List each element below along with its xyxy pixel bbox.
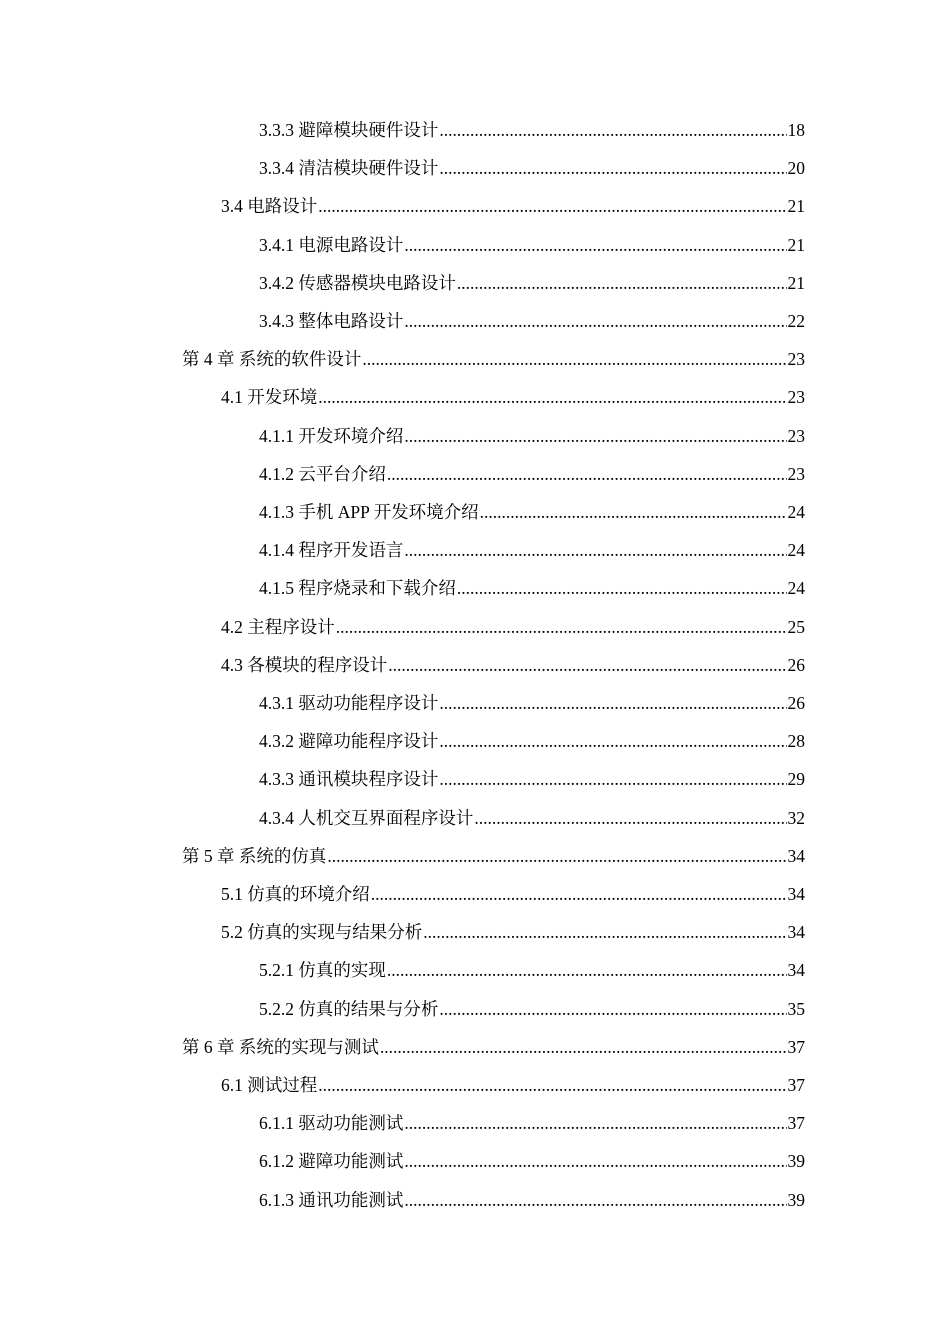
toc-entry[interactable] (259, 226, 805, 264)
toc-entry[interactable] (182, 1028, 805, 1066)
toc-dot-leader (457, 578, 787, 598)
toc-entry[interactable] (259, 799, 805, 837)
toc-dot-leader (387, 960, 787, 980)
toc-entry-title: 4.2 主程序设计 (221, 616, 335, 637)
toc-entry-title: 3.3.3 避障模块硬件设计 (259, 120, 439, 140)
toc-dot-leader (439, 999, 786, 1019)
toc-dot-leader (336, 617, 787, 637)
toc-dot-leader (404, 1151, 786, 1171)
toc-entry-title: 6.1 测试过程 (221, 1075, 318, 1095)
toc-entry-page-number: 21 (787, 196, 805, 217)
toc-dot-leader (439, 731, 786, 751)
toc-entry-page-number: 24 (787, 502, 805, 522)
toc-entry-title: 5.2.1 仿真的实现 (259, 960, 386, 981)
toc-dot-leader (380, 1037, 787, 1057)
toc-entry[interactable] (221, 913, 805, 951)
toc-entry-page-number: 24 (787, 540, 805, 561)
toc-entry-page-number: 21 (787, 234, 805, 255)
toc-entry-page-number: 34 (787, 922, 805, 943)
toc-dot-leader (474, 808, 786, 828)
toc-entry[interactable] (259, 722, 805, 760)
toc-entry[interactable] (221, 646, 805, 684)
toc-entry-page-number: 34 (787, 884, 805, 904)
toc-entry-page-number: 32 (787, 807, 805, 828)
toc-entry-title: 4.1.3 手机 APP 开发环境介绍 (259, 502, 479, 522)
toc-entry-title: 4.1.1 开发环境介绍 (259, 425, 404, 446)
toc-dot-leader (404, 1190, 786, 1210)
toc-entry[interactable] (221, 378, 805, 416)
toc-entry[interactable] (259, 111, 805, 149)
toc-entry-page-number: 18 (787, 120, 805, 140)
toc-entry-title: 3.4.1 电源电路设计 (259, 234, 404, 255)
toc-entry-page-number: 20 (787, 158, 805, 179)
toc-entry-page-number: 26 (787, 693, 805, 713)
toc-dot-leader (371, 884, 787, 904)
toc-entry-title: 3.3.4 清洁模块硬件设计 (259, 158, 439, 179)
toc-entry[interactable] (259, 684, 805, 722)
toc-entry-page-number: 39 (787, 1189, 805, 1210)
toc-dot-leader (404, 540, 786, 560)
toc-entry-page-number: 28 (787, 731, 805, 752)
toc-entry-page-number: 25 (787, 616, 805, 637)
toc-dot-leader (480, 502, 787, 522)
toc-entry-title: 4.3.2 避障功能程序设计 (259, 731, 439, 752)
toc-entry-title: 4.3.1 驱动功能程序设计 (259, 693, 439, 713)
toc-dot-leader (327, 846, 786, 866)
toc-entry[interactable] (259, 1181, 805, 1219)
toc-entry[interactable] (221, 1066, 805, 1104)
toc-entry-page-number: 26 (787, 654, 805, 675)
toc-entry-page-number: 23 (787, 349, 805, 370)
toc-dot-leader (362, 349, 786, 369)
toc-entry-page-number: 34 (787, 845, 805, 866)
toc-entry[interactable] (221, 187, 805, 225)
toc-entry[interactable] (259, 531, 805, 569)
toc-entry-page-number: 37 (787, 1113, 805, 1134)
toc-entry-page-number: 34 (787, 960, 805, 981)
toc-entry[interactable] (259, 417, 805, 455)
toc-entry-title: 3.4.2 传感器模块电路设计 (259, 272, 456, 293)
toc-dot-leader (457, 273, 787, 293)
toc-entry[interactable] (259, 302, 805, 340)
toc-entry[interactable] (221, 875, 805, 913)
toc-entry-page-number: 21 (787, 272, 805, 293)
toc-entry[interactable] (259, 455, 805, 493)
toc-entry[interactable] (182, 340, 805, 378)
toc-dot-leader (387, 464, 787, 484)
toc-dot-leader (318, 196, 786, 216)
toc-dot-leader (439, 120, 786, 140)
toc-entry-title: 6.1.2 避障功能测试 (259, 1151, 404, 1172)
toc-entry[interactable] (259, 1142, 805, 1180)
toc-entry[interactable] (259, 569, 805, 607)
toc-entry-title: 4.1.4 程序开发语言 (259, 540, 404, 561)
toc-entry[interactable] (182, 837, 805, 875)
toc-dot-leader (404, 1113, 786, 1133)
toc-dot-leader (439, 769, 786, 789)
toc-entry[interactable] (259, 951, 805, 989)
toc-entry[interactable] (259, 1104, 805, 1142)
toc-entry-page-number: 35 (787, 998, 805, 1019)
toc-entry-title: 4.1 开发环境 (221, 387, 318, 408)
toc-entry-page-number: 23 (787, 463, 805, 484)
toc-entry[interactable] (259, 760, 805, 798)
toc-entry[interactable] (221, 608, 805, 646)
toc-entry-page-number: 37 (787, 1075, 805, 1095)
toc-entry-page-number: 24 (787, 578, 805, 599)
toc-dot-leader (423, 922, 786, 942)
toc-entry[interactable] (259, 264, 805, 302)
toc-entry-title: 5.2.2 仿真的结果与分析 (259, 998, 439, 1019)
toc-entry[interactable] (259, 493, 805, 531)
toc-entry[interactable] (259, 149, 805, 187)
toc-entry-title: 6.1.1 驱动功能测试 (259, 1113, 404, 1134)
toc-entry-title: 第 5 章 系统的仿真 (182, 845, 327, 866)
toc-entry-page-number: 23 (787, 425, 805, 446)
toc-dot-leader (388, 655, 786, 675)
toc-entry-title: 5.1 仿真的环境介绍 (221, 884, 370, 904)
toc-dot-leader (318, 1075, 786, 1095)
toc-entry-title: 4.1.5 程序烧录和下载介绍 (259, 578, 456, 599)
toc-entry-title: 4.3.4 人机交互界面程序设计 (259, 807, 474, 828)
toc-entry-title: 5.2 仿真的实现与结果分析 (221, 922, 423, 943)
toc-entry-page-number: 23 (787, 387, 805, 408)
toc-entry-title: 3.4.3 整体电路设计 (259, 311, 404, 331)
toc-entry-page-number: 29 (787, 769, 805, 790)
toc-dot-leader (439, 158, 786, 178)
toc-entry-page-number: 37 (787, 1036, 805, 1057)
toc-entry-title: 4.3 各模块的程序设计 (221, 654, 388, 675)
toc-entry[interactable] (259, 990, 805, 1028)
toc-dot-leader (404, 235, 786, 255)
toc-dot-leader (404, 426, 786, 446)
toc-entry-title: 4.3.3 通讯模块程序设计 (259, 769, 439, 790)
toc-entry-title: 第 4 章 系统的软件设计 (182, 349, 362, 370)
toc-entry-page-number: 22 (787, 311, 805, 331)
toc-entry-title: 3.4 电路设计 (221, 196, 318, 217)
toc-dot-leader (404, 311, 786, 331)
toc-entry-title: 4.1.2 云平台介绍 (259, 463, 386, 484)
toc-entry-title: 第 6 章 系统的实现与测试 (182, 1036, 379, 1057)
toc-dot-leader (318, 387, 786, 407)
toc-entry-title: 6.1.3 通讯功能测试 (259, 1189, 404, 1210)
toc-dot-leader (439, 693, 786, 713)
toc-entry-page-number: 39 (787, 1151, 805, 1172)
